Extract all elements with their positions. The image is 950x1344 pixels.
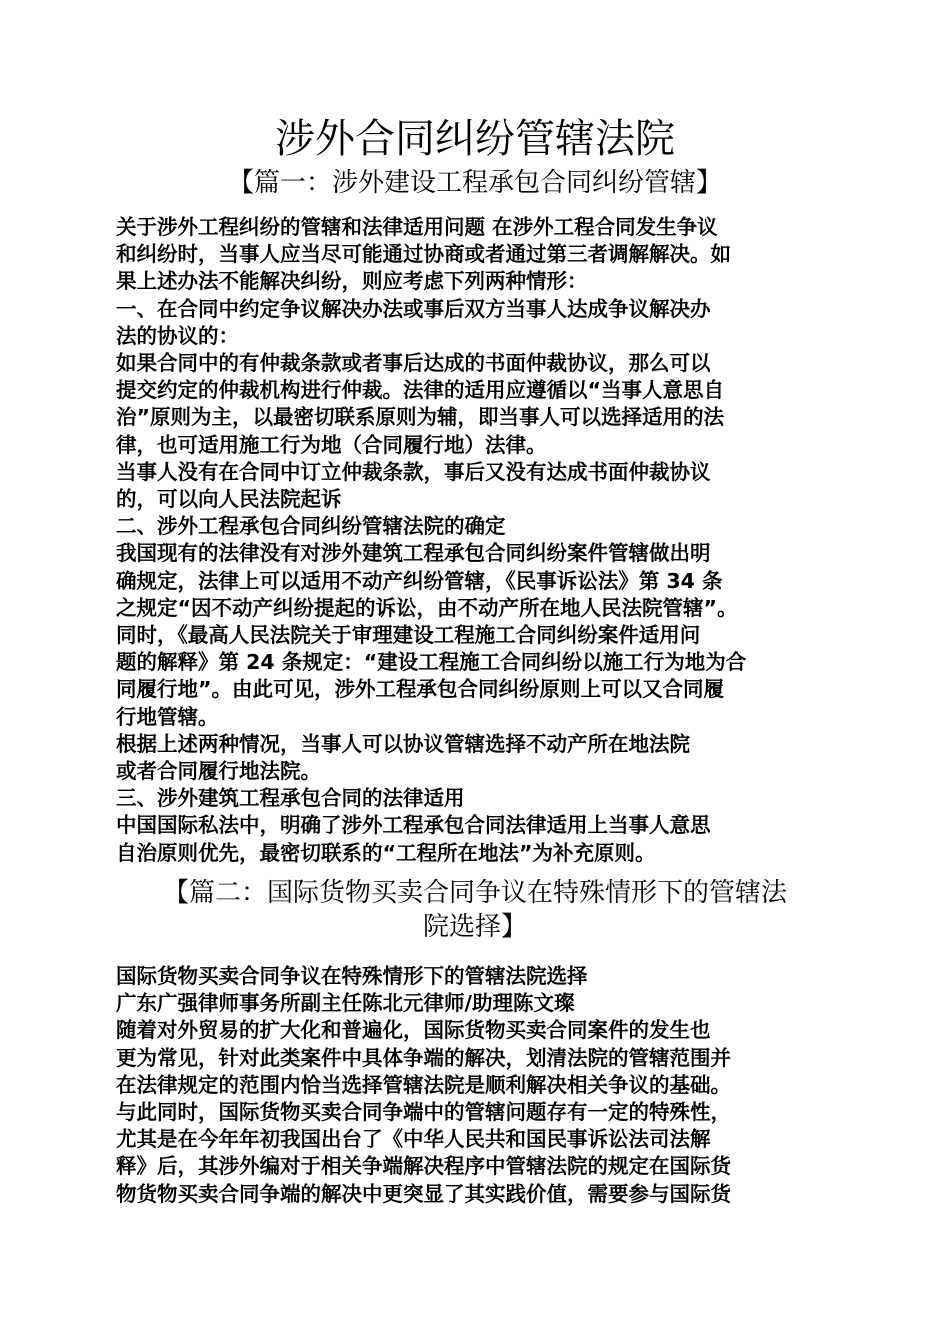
paragraph-line: 更为常见，针对此类案件中具体争端的解决，划清法院的管辖范围并 bbox=[116, 1045, 731, 1070]
paragraph-line: 确规定，法律上可以适用不动产纠纷管辖，《民事诉讼法》第 34 条 bbox=[116, 568, 723, 593]
paragraph-line: 物货物买卖合同争端的解决中更突显了其实践价值，需要参与国际货 bbox=[116, 1181, 731, 1206]
paragraph-line: 当事人没有在合同中订立仲裁条款，事后又没有达成书面仲裁协议 bbox=[116, 459, 711, 484]
section2-heading-line2: 院选择】 bbox=[422, 912, 527, 942]
paragraph-line: 随着对外贸易的扩大化和普遍化，国际货物买卖合同案件的发生也 bbox=[116, 1018, 711, 1043]
paragraph-line: 自治原则优先，最密切联系的“工程所在地法”为补充原则。 bbox=[116, 840, 656, 865]
paragraph-line: 二、涉外工程承包合同纠纷管辖法院的确定 bbox=[116, 514, 506, 539]
paragraph-line: 果上述办法不能解决纠纷，则应考虑下列两种情形： bbox=[116, 269, 588, 294]
section2-body bbox=[116, 963, 836, 1208]
paragraph-line: 题的解释》第 24 条规定：“建设工程施工合同纠纷以施工行为地为合 bbox=[116, 650, 747, 675]
paragraph-line: 在法律规定的范围内恰当选择管辖法院是顺利解决相关争议的基础。 bbox=[116, 1072, 731, 1097]
paragraph-line: 国际货物买卖合同争议在特殊情形下的管辖法院选择 bbox=[116, 964, 588, 988]
paragraph-line: 根据上述两种情况，当事人可以协议管辖选择不动产所在地法院 bbox=[116, 731, 690, 756]
paragraph-line: 三、涉外建筑工程承包合同的法律适用 bbox=[116, 786, 465, 811]
paragraph-line: 释》后，其涉外编对于相关争端解决程序中管辖法院的规定在国际货 bbox=[116, 1154, 731, 1179]
section1-body bbox=[116, 214, 836, 867]
paragraph-line: 提交约定的仲裁机构进行仲裁。法律的适用应遵循以“当事人意思自 bbox=[116, 378, 724, 403]
paragraph-line: 中国国际私法中，明确了涉外工程承包合同法律适用上当事人意思 bbox=[116, 813, 711, 838]
paragraph-line: 尤其是在今年年初我国出台了《中华人民共和国民事诉讼法司法解 bbox=[116, 1127, 711, 1152]
paragraph-line: 同履行地”。由此可见，涉外工程承包合同纠纷原则上可以又合同履 bbox=[116, 677, 724, 702]
paragraph-line: 广东广强律师事务所副主任陈北元律师/助理陈文璨 bbox=[116, 991, 575, 1016]
paragraph-line: 与此同时，国际货物买卖合同争端中的管辖问题存有一定的特殊性， bbox=[116, 1100, 731, 1125]
paragraph-line: 如果合同中的有仲裁条款或者事后达成的书面仲裁协议，那么可以 bbox=[116, 351, 711, 376]
paragraph-line: 同时，《最高人民法院关于审理建设工程施工合同纠纷案件适用问 bbox=[116, 623, 701, 648]
paragraph-line: 的，可以向人民法院起诉 bbox=[116, 487, 342, 512]
paragraph-line: 法的协议的： bbox=[116, 323, 239, 348]
paragraph-line: 关于涉外工程纠纷的管辖和法律适用问题 在涉外工程合同发生争议 bbox=[116, 215, 718, 239]
paragraph-line: 和纠纷时，当事人应当尽可能通过协商或者通过第三者调解解决。如 bbox=[116, 242, 731, 267]
paragraph-line: 治”原则为主，以最密切联系原则为辅，即当事人可以选择适用的法 bbox=[116, 405, 724, 430]
paragraph-line: 或者合同履行地法院。 bbox=[116, 759, 321, 784]
paragraph-line: 我国现有的法律没有对涉外建筑工程承包合同纠纷案件管辖做出明 bbox=[116, 541, 711, 566]
paragraph-line: 律，也可适用施工行为地（合同履行地）法律。 bbox=[116, 432, 547, 457]
document-title: 涉外合同纠纷管辖法院 bbox=[275, 116, 675, 162]
section2-heading-line1: 【篇二：国际货物买卖合同争议在特殊情形下的管辖法 bbox=[162, 878, 787, 908]
paragraph-line: 一、在合同中约定争议解决办法或事后双方当事人达成争议解决办 bbox=[116, 296, 711, 321]
paragraph-line: 之规定“因不动产纠纷提起的诉讼，由不动产所在地人民法院管辖”。 bbox=[116, 595, 738, 620]
paragraph-line: 行地管辖。 bbox=[116, 704, 219, 729]
section1-heading: 【篇一：涉外建设工程承包合同纠纷管辖】 bbox=[227, 168, 722, 198]
